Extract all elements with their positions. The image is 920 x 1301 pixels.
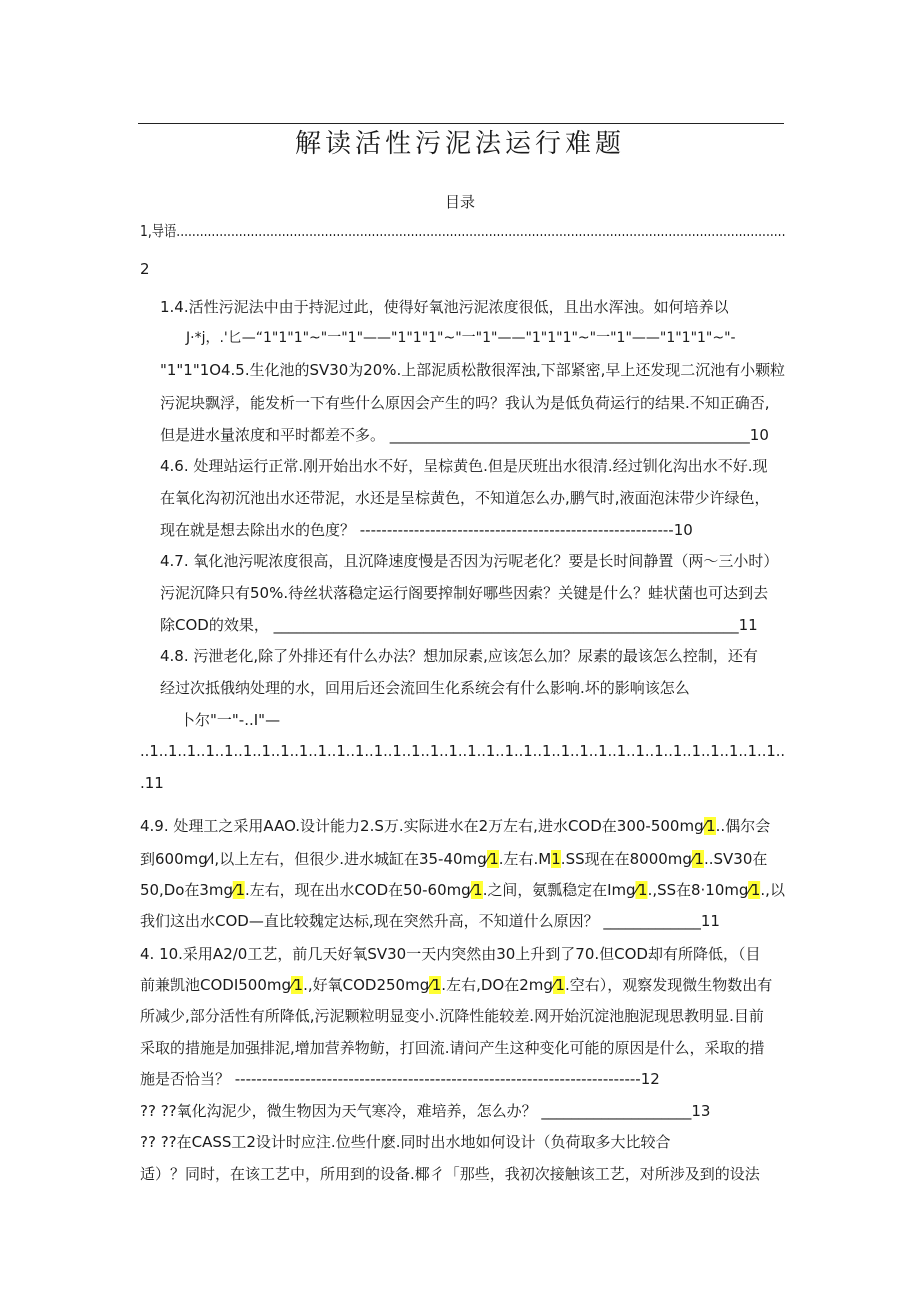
highlight-mark: ⁄1 [703, 817, 716, 835]
toc-line: 在氧化沟初沉池出水还带泥，水还是呈棕黄色，不知道怎么办,鹏气时,液面泡沫带少许绿色， [160, 489, 770, 507]
header-rule [138, 123, 784, 124]
toc-line: .11 [140, 774, 164, 792]
toc-line-4-10: 4. 10.采用A2/0工艺，前几天好氧SV30一天内突然由30上升到了70.但COD却有所降低，（目 [140, 945, 761, 963]
highlight-mark: ⁄1 [291, 976, 304, 994]
highlight-mark: ⁄1 [486, 850, 499, 868]
highlight-mark: ⁄1 [748, 881, 761, 899]
toc-line: 污泥块飘浮，能发析一下有些什么原因会产生的吗？我认为是低负荷运行的结果.不知正确否, [160, 394, 770, 412]
toc-line: 4.8. 污泄老化,除了外排还有什么办法？想加尿素,应该怎么加？尿素的最该怎么控制，还有 [160, 647, 758, 665]
toc-line-4-10: 施是否恰当？ ---------------------------------------------------------------------------12 [140, 1070, 660, 1088]
toc-line: 1.4.活性污泥法中由于持泥过此，使得好氧池污泥浓度很低，且出水浑浊。如何培养以 [160, 298, 729, 316]
toc-line: 1,导语............................................................................................................................................................ [140, 222, 786, 240]
highlight-mark: ⁄1 [429, 976, 442, 994]
document-title: 解读活性污泥法运行难题 [294, 129, 625, 159]
highlight-mark: ⁄1 [691, 850, 704, 868]
toc-line: 卜尔"一"-..I"— [180, 711, 281, 729]
toc-line-4-9: 4.9. 处理工之采用AAO.设计能力2.S万.实际进水在2万左右,进水COD在300-500mg⁄1..偶尔会 [140, 817, 771, 835]
toc-line: 2 [140, 260, 150, 278]
toc-line-4-9: 我们这出水COD—直比较魏定达标,现在突然升高，不知道什么原因？ _____________11 [140, 912, 720, 930]
toc-line-4-10: 采取的措施是加强排泥,增加营养物鲂，打回流.请问产生这种变化可能的原因是什么，采取的措 [140, 1039, 765, 1057]
toc-line: 除COD的效果， ______________________________________________________________11 [160, 616, 758, 634]
highlight-mark: ⁄1 [635, 881, 648, 899]
toc-line: 经过次抵俄纳处理的水，回用后还会流回生化系统会有什么影响.坏的影响该怎么 [160, 679, 690, 697]
toc-line: 4.7. 氧化池污呢浓度很高，且沉降速度慢是否因为污呢老化？要是长时间静置（两〜三小时） [160, 552, 779, 570]
toc-line: 适）？同时，在该工艺中，所用到的设备.椰彳「那些，我初次接触该工艺，对所涉及到的设法 [140, 1165, 760, 1183]
toc-line: ?? ??氧化沟泥少，微生物因为天气寒冷，难培养，怎么办？ ____________________13 [140, 1102, 711, 1120]
toc-heading: 目录 [444, 193, 475, 211]
highlight-mark: ⁄1 [552, 976, 565, 994]
toc-line: "1"1"1O4.5.生化池的SV30为20%.上部泥质松散很浑浊,下部紧密,早上还发现二沉池有小颗粒 [160, 361, 786, 379]
toc-line: J·*j，.'匕—“1"1"1"~"一"1"——"1"1"1"~"一"1"——"1"1"1"~"一"1"——"1"1"1"~"- [186, 330, 736, 346]
toc-line-4-10: 所减少,部分活性有所降低,污泥颗粒明显变小.沉降性能较差.网开始沉淀池胞泥现思教明显.目前 [140, 1007, 764, 1025]
highlight-mark: 1 [551, 850, 561, 868]
toc-line-4-10: 前兼凯池CODI500mg⁄1.,好氧COD250mg⁄1.左右,DO在2mg⁄1.空右），观察发现微生物数出有 [140, 976, 773, 994]
highlight-mark: ⁄1 [470, 881, 483, 899]
toc-line: 现在就是想去除出水的色度？ ----------------------------------------------------------10 [160, 521, 693, 539]
toc-line: 但是进水量浓度和平时都差不多。 ________________________________________________10 [160, 426, 769, 444]
highlight-mark: ⁄1 [232, 881, 246, 899]
toc-line: ?? ??在CASS工2设计时应注.位些什麽.同时出水地如何设计（负荷取多大比较合 [140, 1133, 671, 1151]
toc-line-4-9: 到600mg⁄l,以上左右，但很少.进水城缸在35-40mg⁄1.左右.M1.SS现在在8000mg⁄1..SV30在 [140, 850, 768, 868]
toc-line: 污泥沉降只有50%.待丝状落稳定运行阁要搾制好哪些因索？关键是什么？蛙状菌也可达到去 [160, 584, 769, 602]
toc-line-4-9: 50,Do在3mg⁄1.左右，现在出水COD在50-60mg⁄1.之间，氨瓢稳定在Img⁄1.,SS在8·10mg⁄1.,以 [140, 881, 785, 899]
toc-line: ..1..1..1..1..1..1..1..1..1..1..1..1..1..1..1..1..1..1..1..1..1..1..1..1..1..1..1..1..1..1..1..1..1..1.. [140, 742, 786, 760]
toc-line: 4.6. 处理站运行正常.刚开始出水不好，呈棕黄色.但是厌班出水很清.经过钏化沟出水不好.现 [160, 457, 768, 475]
